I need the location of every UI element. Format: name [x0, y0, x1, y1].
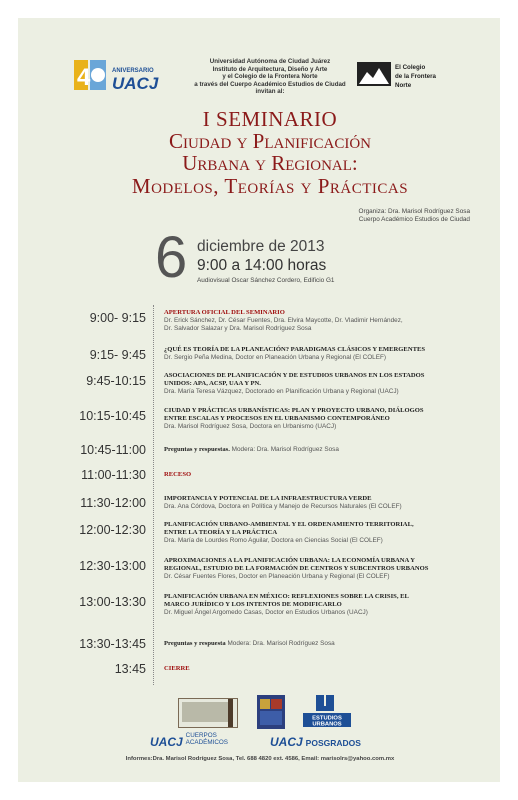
schedule-desc	[164, 521, 464, 546]
schedule-qa-label: Preguntas y respuestas.	[164, 446, 230, 453]
schedule-time: 10:45-11:00	[80, 443, 146, 457]
schedule-divider	[153, 305, 154, 685]
schedule-time: 13:30-13:45	[79, 637, 146, 651]
institution-line: y el Colegio de la Frontera Norte	[222, 73, 318, 81]
event-time: 9:00 a 14:00 horas	[197, 257, 327, 274]
schedule-detail: Dra. Marisol Rodríguez Sosa, Doctora en Urbanismo (UACJ)	[164, 423, 337, 431]
schedule-desc	[164, 471, 464, 479]
event-date: diciembre de 2013	[197, 238, 325, 255]
uacj-posgrados-logo	[270, 733, 361, 751]
schedule-detail: Dr. César Fuentes Flores, Doctor en Planeación Urbana y Regional (El COLEF)	[164, 573, 390, 581]
emblem-tile	[271, 699, 282, 709]
schedule-detail: Dra. Ana Córdova, Doctora en Política y Manejo de Recursos Naturales (El COLEF)	[164, 503, 402, 511]
schedule-title: ENTRE ESCALAS Y PROCESOS EN EL URBANISMO CONTEMPORÁNEO	[164, 415, 390, 423]
schedule-title: PLANIFICACIÓN URBANA EN MÉXICO: REFLEXIONES SOBRE LA CRISIS, EL	[164, 593, 409, 600]
title-line-4: Modelos, Teorías y Prácticas	[131, 174, 409, 198]
cuerpos-line2: ACADÉMICOS	[185, 738, 229, 746]
colef-logo	[355, 58, 455, 98]
uacj-wordmark: UACJ	[270, 735, 303, 749]
schedule-detail: Dr. Salvador Salazar y Dra. Marisol Rodríguez Sosa	[164, 325, 312, 333]
emblem-tile	[260, 699, 270, 709]
uacj-logo-name: UACJ	[112, 74, 159, 93]
schedule-time: 12:30-13:00	[79, 559, 146, 573]
schedule-detail: Dr. Sergio Peña Medina, Doctor en Planeación Urbana y Regional (El COLEF)	[164, 354, 387, 362]
seminar-title	[60, 108, 480, 198]
svg-text:4: 4	[77, 64, 91, 91]
schedule-title: REGIONAL, ESTUDIO DE LA FORMACIÓN DE CENTROS Y SUBCENTROS URBANOS	[164, 565, 429, 573]
event-day: 6	[155, 225, 188, 290]
schedule-desc	[164, 593, 464, 618]
publisher-logo-bar	[228, 699, 233, 727]
schedule-title: ENTRE LA TEORÍA Y LA PRÁCTICA	[164, 529, 278, 537]
event-venue: Audiovisual Oscar Sánchez Cordero, Edificio G1	[197, 277, 335, 284]
emblem-tile	[260, 711, 282, 725]
schedule-title: RECESO	[164, 471, 192, 478]
institution-line: Instituto de Arquitectura, Diseño y Arte	[212, 65, 328, 73]
schedule-detail: Dra. María de Lourdes Romo Aguilar, Doctora en Ciencias Social (El COLEF)	[164, 537, 383, 545]
schedule-title: APERTURA OFICIAL DEL SEMINARIO	[164, 309, 285, 316]
institution-line: invitan al:	[255, 88, 285, 96]
schedule-time: 11:00-11:30	[81, 468, 146, 482]
schedule-time: 9:45-10:15	[86, 374, 146, 388]
institution-line: a través del Cuerpo Académico Estudios de Ciudad	[194, 80, 346, 88]
schedule-title: UNIDOS: APA, ACSP, UAA Y PN.	[164, 380, 261, 388]
organizer-block	[230, 208, 470, 223]
schedule-desc	[164, 495, 464, 511]
estudios-logo-line1: ESTUDIOS	[312, 715, 342, 722]
schedule-title: CIERRE	[164, 665, 190, 672]
schedule-time: 12:00-12:30	[79, 523, 146, 537]
title-line-2: Ciudad y Planificación	[168, 129, 371, 153]
schedule-detail: Dr. Erick Sánchez, Dr. César Fuentes, Dra. Elvira Maycotte, Dr. Vladimir Hernández,	[164, 317, 403, 325]
schedule-title: APROXIMACIONES A LA PLANIFICACIÓN URBANA: LA ECONOMÍA URBANA Y	[164, 557, 416, 564]
estudios-logo-line2: URBANOS	[312, 721, 342, 728]
publisher-logo-plate	[182, 702, 232, 722]
schedule-detail: Modera: Dra. Marisol Rodríguez Sosa	[229, 446, 339, 453]
schedule-desc	[164, 557, 464, 582]
schedule-time: 13:00-13:30	[79, 595, 146, 609]
institution-list	[150, 58, 390, 96]
uacj-cuerpos-academicos-logo	[150, 733, 228, 751]
schedule-title: ASOCIACIONES DE PLANIFICACIÓN Y DE ESTUDIOS URBANOS EN LOS ESTADOS	[164, 372, 425, 379]
institution-line: Universidad Autónoma de Ciudad Juárez	[209, 58, 331, 65]
schedule-title: ¿QUÉ ES TEORÍA DE LA PLANEACIÓN? PARADIGMAS CLÁSICOS Y EMERGENTES	[164, 346, 426, 353]
title-line-3: Urbana y Regional:	[182, 151, 358, 175]
uacj-wordmark: UACJ	[150, 735, 183, 749]
schedule-desc	[164, 372, 464, 397]
schedule-desc	[164, 446, 464, 454]
schedule-desc	[164, 309, 464, 334]
publisher-logo	[178, 698, 238, 728]
cuerpos-line1: CUERPOS	[185, 732, 217, 739]
schedule-desc	[164, 407, 464, 432]
schedule-title: CIUDAD Y PRÁCTICAS URBANÍSTICAS: PLAN Y PROYECTO URBANO, DIÁLOGOS	[164, 407, 424, 414]
uacj-logo-tag: ANIVERSARIO	[112, 68, 154, 74]
organizer-group: Cuerpo Académico Estudios de Ciudad	[358, 215, 470, 223]
cuerpos-label	[186, 733, 228, 746]
schedule-desc	[164, 346, 464, 362]
schedule-time: 13:45	[114, 662, 146, 676]
estudios-urbanos-logo	[302, 694, 352, 728]
schedule-desc	[164, 640, 464, 648]
organizer-name: Organiza: Dra. Marisol Rodríguez Sosa	[358, 208, 470, 215]
schedule-detail: Modera: Dra. Marisol Rodríguez Sosa	[225, 640, 335, 647]
posgrados-label: POSGRADOS	[305, 738, 361, 748]
schedule-qa-label: Preguntas y respuesta	[164, 640, 226, 647]
colef-logo-line2: de la Frontera	[395, 73, 436, 80]
schedule-title: MARCO JURÍDICO Y LOS INTENTOS DE MODIFICARLO	[164, 601, 342, 609]
schedule-time: 11:30-12:00	[80, 496, 146, 510]
schedule-title: PLANIFICACIÓN URBANO-AMBIENTAL Y EL ORDENAMIENTO TERRITORIAL,	[164, 521, 414, 528]
schedule-desc	[164, 665, 464, 673]
schedule-detail: Dra. María Teresa Vázquez, Doctorado en Planificación Urbana y Regional (UACJ)	[164, 388, 399, 396]
shield-emblem-logo	[257, 695, 285, 729]
schedule-title: IMPORTANCIA Y POTENCIAL DE LA INFRAESTRUCTURA VERDE	[164, 495, 372, 502]
contact-info: Informes:Dra. Marisol Rodríguez Sosa, Tel. 688 4820 ext. 4586, Email: marisolrs@yahoo.com.mx	[125, 756, 395, 762]
schedule-detail: Dr. Miguel Ángel Argomedo Casas, Doctor en Estudios Urbanos (UACJ)	[164, 609, 368, 617]
schedule-time: 9:00- 9:15	[89, 311, 146, 325]
colef-logo-line3: Norte	[395, 82, 412, 89]
title-line-1: I SEMINARIO	[202, 107, 338, 131]
schedule-time: 9:15- 9:45	[89, 348, 146, 362]
colef-logo-line1: El Colegio	[395, 64, 426, 71]
schedule-time: 10:15-10:45	[79, 409, 146, 423]
